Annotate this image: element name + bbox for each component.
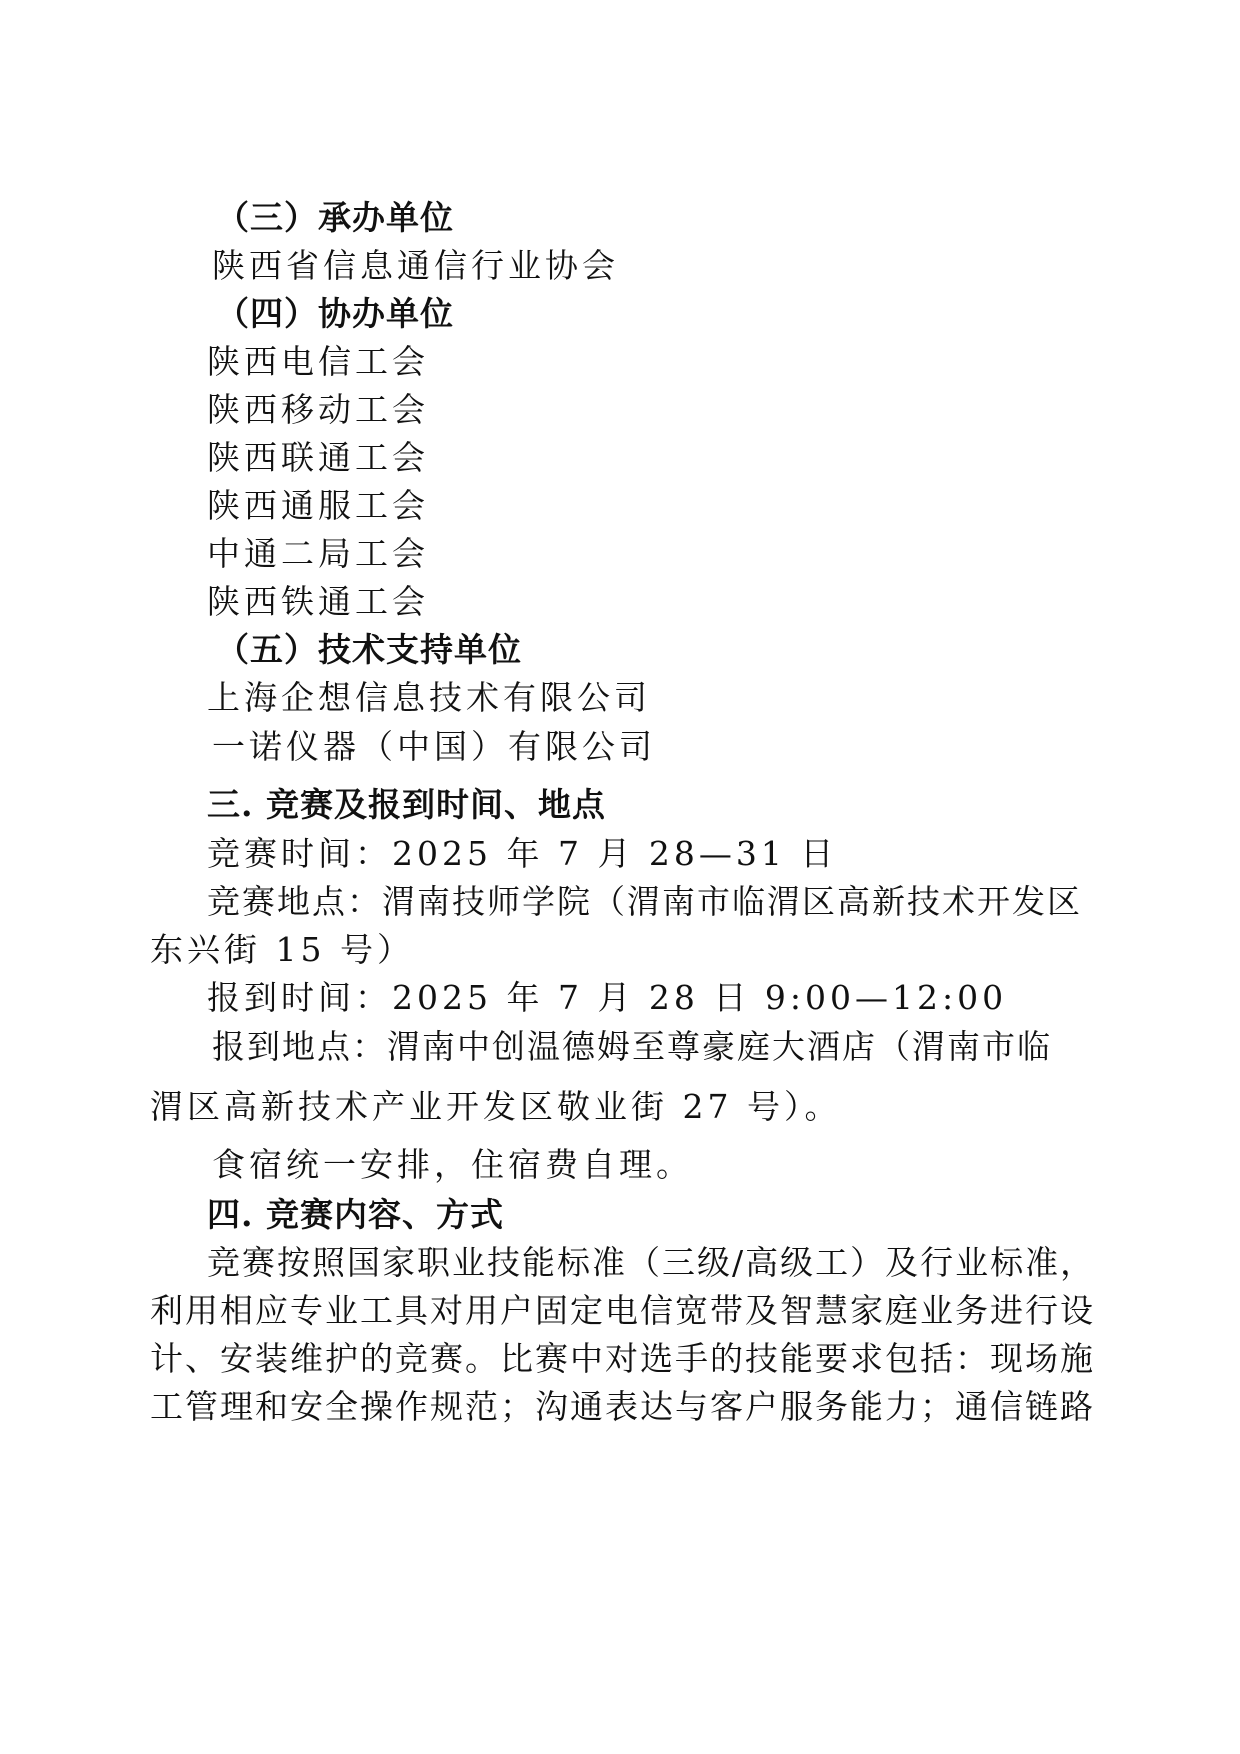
competition-venue: 竞赛地点：渭南技师学院（渭南市临渭区高新技术开发区 [207,882,1082,921]
competition-venue-cont: 东兴街 15 号） [150,930,414,969]
registration-time: 报到时间：2025 年 7 月 28 日 9:00—12:00 [207,978,1008,1017]
section-heading-organizer: （三）承办单位 [216,198,454,237]
organizer-name: 陕西省信息通信行业协会 [212,246,619,285]
paragraph-line: 竞赛按照国家职业技能标准（三级/高级工）及行业标准， [207,1243,1096,1282]
tech-support-item: 上海企想信息技术有限公司 [207,678,651,717]
paragraph-line: 利用相应专业工具对用户固定电信宽带及智慧家庭业务进行设 [150,1291,1095,1330]
tech-support-item: 一诺仪器（中国）有限公司 [212,727,656,766]
registration-venue: 报到地点：渭南中创温德姆至尊豪庭大酒店（渭南市临 [212,1027,1052,1066]
co-organizer-item: 陕西通服工会 [207,486,429,525]
registration-venue-cont: 渭区高新技术产业开发区敬业街 27 号）。 [150,1087,842,1126]
co-organizer-item: 陕西移动工会 [207,390,429,429]
paragraph-line: 计、安装维护的竞赛。比赛中对选手的技能要求包括：现场施 [150,1339,1095,1378]
co-organizer-item: 陕西电信工会 [207,342,429,381]
co-organizer-item: 中通二局工会 [207,534,429,573]
co-organizer-item: 陕西联通工会 [207,438,429,477]
competition-time: 竞赛时间：2025 年 7 月 28—31 日 [207,834,838,873]
paragraph-line: 工管理和安全操作规范；沟通表达与客户服务能力；通信链路 [150,1387,1095,1426]
co-organizer-item: 陕西铁通工会 [207,582,429,621]
section-heading-tech-support: （五）技术支持单位 [216,630,522,669]
accommodation-note: 食宿统一安排，住宿费自理。 [212,1145,693,1184]
chapter-heading-content: 四. 竞赛内容、方式 [207,1195,504,1234]
section-heading-co-organizer: （四）协办单位 [216,294,454,333]
chapter-heading-time-place: 三. 竞赛及报到时间、地点 [207,785,606,824]
